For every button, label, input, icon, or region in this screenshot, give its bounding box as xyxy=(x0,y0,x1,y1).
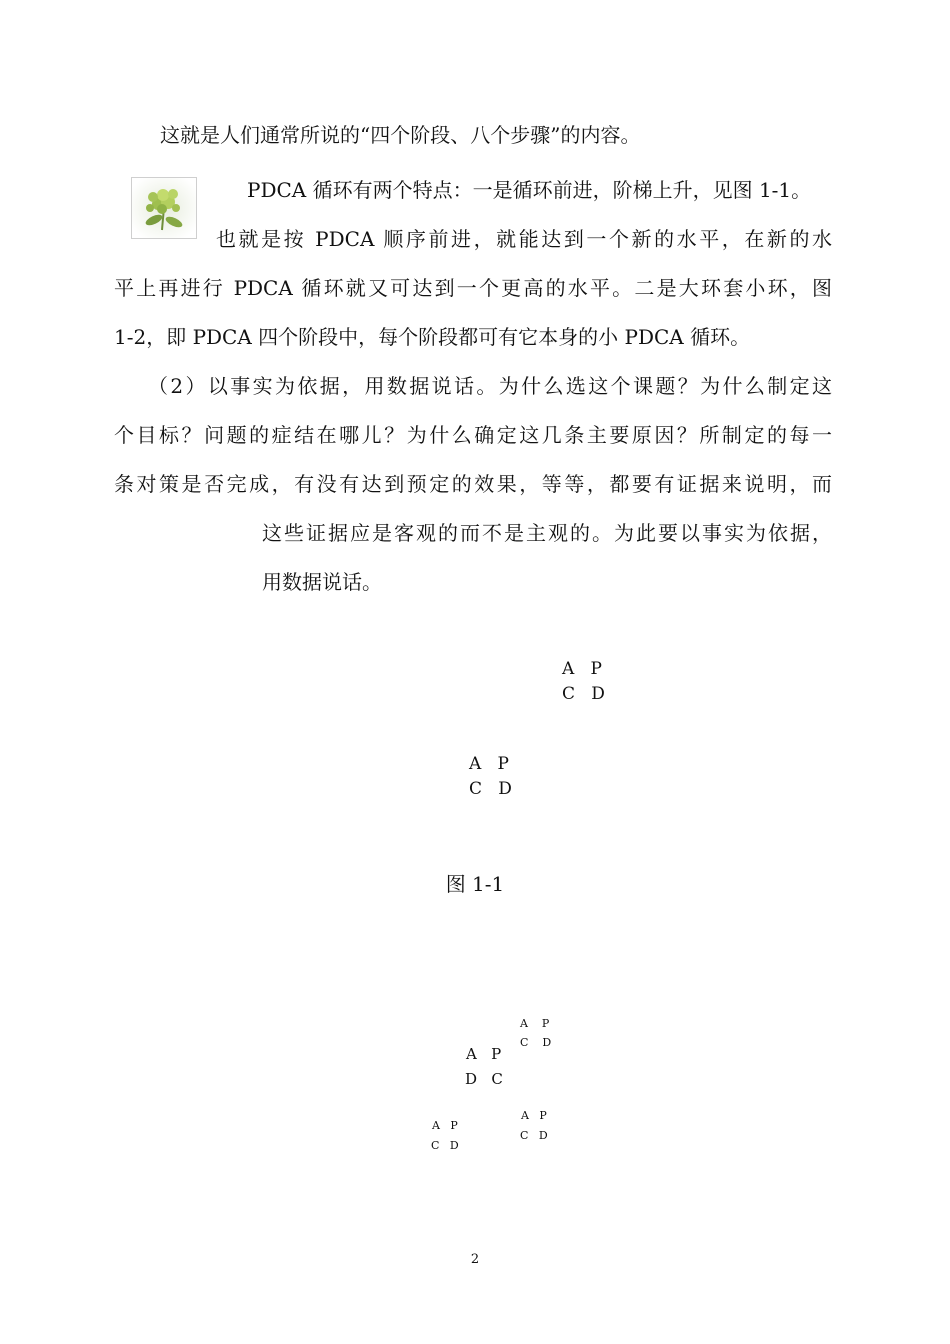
figure-caption: 图 1-1 xyxy=(445,872,505,896)
paragraph-line: 个目标？问题的症结在哪儿？为什么确定这几条主要原因？所制定的每一 xyxy=(114,423,832,447)
pdca-small-label-top: A P xyxy=(432,1119,458,1132)
paragraph-line: 1-2，即 PDCA 四个阶段中，每个阶段都可有它本身的小 PDCA 循环。 xyxy=(114,325,751,349)
paragraph-line: 也就是按 PDCA 顺序前进，就能达到一个新的水平，在新的水 xyxy=(216,227,832,251)
pdca-small-label-top: A P xyxy=(521,1109,547,1122)
pdca-label-bottom: C D xyxy=(562,684,605,704)
pdca-label-bottom: C D xyxy=(469,779,512,799)
pdca-small-label-bottom: C D xyxy=(520,1129,548,1142)
pdca-small-label-bottom: C D xyxy=(431,1139,459,1152)
paragraph-line: （2）以事实为依据，用数据说话。为什么选这个课题？为什么制定这 xyxy=(148,374,832,398)
pdca-center-label-top: A P xyxy=(466,1045,502,1063)
paragraph-line: PDCA 循环有两个特点：一是循环前进，阶梯上升，见图 1-1。 xyxy=(247,178,812,202)
flower-photo-icon xyxy=(131,177,197,239)
pdca-label-top: A P xyxy=(562,659,602,679)
paragraph-line: 平上再进行 PDCA 循环就又可达到一个更高的水平。二是大环套小环，图 xyxy=(114,276,832,300)
paragraph-line: 用数据说话。 xyxy=(262,570,382,594)
paragraph-line: 条对策是否完成，有没有达到预定的效果，等等，都要有证据来说明，而 xyxy=(114,472,832,496)
pdca-center-label-bottom: D C xyxy=(465,1070,503,1088)
paragraph-line: 这些证据应是客观的而不是主观的。为此要以事实为依据， xyxy=(262,521,832,545)
pdca-small-label-bottom: C D xyxy=(520,1036,552,1049)
pdca-small-label-top: A P xyxy=(520,1017,550,1030)
paragraph-line: 这就是人们通常所说的“四个阶段、八个步骤”的内容。 xyxy=(160,123,641,147)
flower-photo-svg xyxy=(132,178,196,238)
pdca-label-top: A P xyxy=(469,754,509,774)
page-number: 2 xyxy=(470,1252,480,1267)
